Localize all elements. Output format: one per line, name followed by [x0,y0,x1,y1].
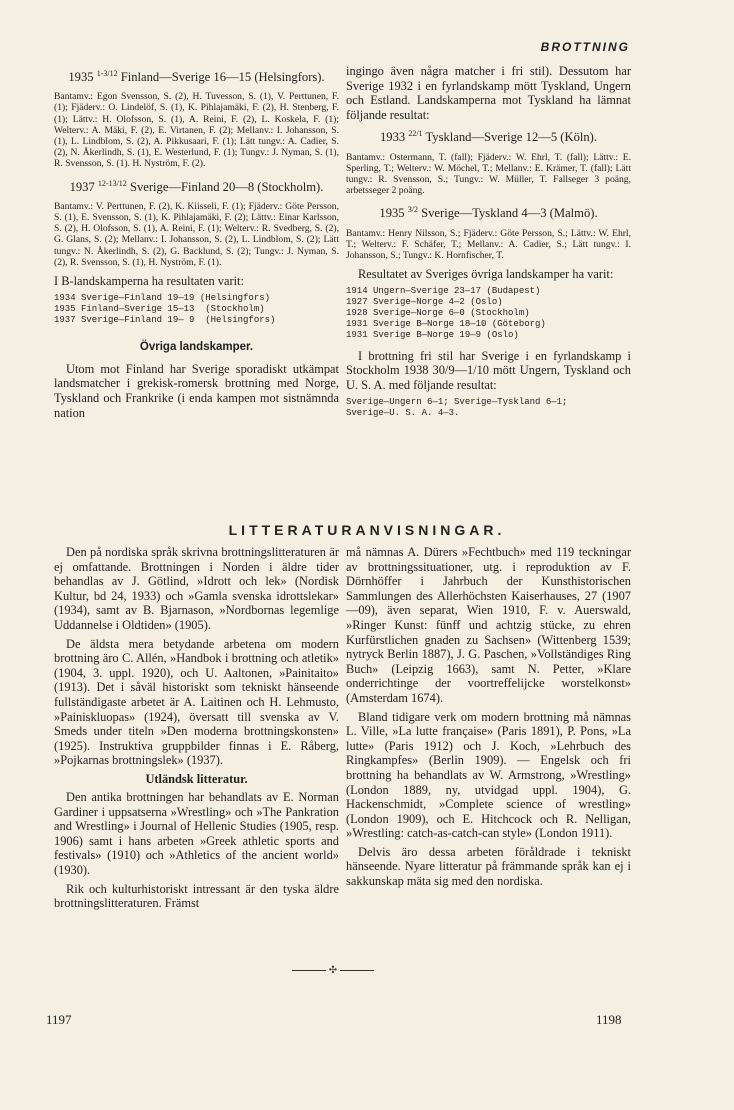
match-date: 1-3/12 [96,69,118,78]
literature-paragraph: Den antika brottningen har behandlats av E. Norman Gardiner i uppsatserna »Wrestling» och »The Pankration and Wrestling» i Journal of Hellenic Studies (1905, resp. 1906) samt i hans arbeten »Greek athletic sports and festivals» (1910) och »Athletics of the ancient world» (1930). [54,790,339,878]
match-heading-1935-finland-sverige [54,66,339,85]
match-heading-1933-tyskland-sverige [346,126,631,145]
page-number-right: 1198 [596,1012,622,1027]
literature-paragraph: Rik och kulturhistoriskt intressant är den tyska äldre brottningslitteraturen. Främst [54,881,339,911]
other-matches-results: 1914 Ungern—Sverige 23—17 (Budapest) 1927 Sverige—Norge 4—2 (Oslo) 1928 Sverige—Norge 6—0 (Stockholm) 1931 Sverige B—Norge 18—10 (Göteborg) 1931 Sverige B—Norge 19—9 (Oslo) [346,285,546,340]
ornament-icon: ✣ [328,965,338,976]
match-year: 1935 [379,206,408,221]
match-detail: Bantamv.: Henry Nilsson, S.; Fjäderv.: Göte Persson, S.; Lättv.: W. Ehrl, T.; Welterv.: F. Schäfer, T.; Mellanv.: A. Cadier, S.; Lätt tungv.: I. Johansson, S.; Tungv.: K. Hornfischer, T. [346,227,631,261]
free-style-text: I brottning fri stil har Sverige i en fyrlandskamp i Stockholm 1938 30/9—1/10 mött Ungern, Tyskland och U. S. A. med följande resultat: [346,348,631,392]
match-date: 22/1 [408,129,423,139]
germany-intro: ingingo även några matcher i fri stil). Dessutom har Sverige 1932 i en fyrlandskamp mött Tyskland, Ungern och Estland. Landskamperna mot Tyskland ha lämnat följande resultat: [346,64,631,122]
match-title: Sverige—Finland 20—8 (Stockholm). [126,179,324,194]
match-detail: Bantamv.: Ostermann, T. (fall); Fjäderv.: W. Ehrl, T. (fall); Lättv.: E. Sperling, T.; Welterv.: W. Möchel, T.; Mellanv.: E. Krämer, T. (fall); Lätt tungv.: R. Svensson, S.; Tungv.: W. Müller, T. Fallseger 3 poäng, arbetsseger 2 poäng. [346,151,631,197]
match-detail: Bantamv.: Egon Svensson, S. (2), H. Tuvesson, S. (1), V. Perttunen, F. (1); Fjäderv.: O. Lindelöf, S. (1), K. Pihlajamäki, F. (2), H. Stenberg, F. (1); Lättv.: H. Olofsson, S. (1), A. Reini, F. (2), L. Koskela, F. (1); Welterv.: A. Mäki, F. (2), E. Virtanen, F. (2); Mellanv.: I. Johansson, S. (1), L. Lindblom, S. (2), A. Pikkusaari, F. (1); Lätt tungv.: A. Cadier, S. (2), N. Åkerlindh, S. (1), E. Westerlund, F. (1); Tungv.: J. Nyman, S. (1), R. Svensson, S. (1). H. Nyström, F. (2). [54,91,339,170]
foreign-literature-heading: Utländsk litteratur. [145,771,248,786]
match-year: 1933 [379,130,409,145]
literature-paragraph: Delvis äro dessa arbeten föråldrade i tekniskt hänseende. Nyare litteratur på främmande språk kan ej i sakkunskap mäta sig med den nordiska. [346,844,631,889]
match-title: Finland—Sverige 16—15 (Helsingfors). [117,70,325,85]
match-date: 3/2 [407,205,418,215]
ornament-line [340,970,374,971]
match-year: 1937 [69,179,98,194]
right-top-column [346,64,631,427]
literature-paragraph: Bland tidigare verk om modern brottning må nämnas L. Ville, »La lutte française» (Paris 1891), P. Pons, »La lutte» (Paris 1912) och J. Koch, »Lehrbuch des Ringkampfes» (Berlin 1909). — Engelsk och fri brottning ha behandlats av W. Armstrong, »Wrestling» (London 1889, ny, utvidgad uppl. 1904), G. Hackenschmidt, »Complete science of wrestling» (London 1909), och E. Hitchcock och R. Nelligan, »Wrestling: catch-as-catch-can style» (London 1911). [346,709,631,841]
ornament-line [292,970,326,971]
match-heading-1937-sverige-finland [54,176,339,195]
left-top-column [54,64,339,424]
literature-paragraph: må nämnas A. Dürers »Fechtbuch» med 119 teckningar av brottningssituationer, utg. i reproduktion av F. Dörnhöffer i Jahrbuch der Kunsthistorischen Sammlungen des Allerhöchsten Kaiserhauses, 27 (1907—09), även separat, Wien 1910, F. v. Auerswald, »Ringer Kunst: fünff und achtzig stücke, zu ehren Kurfürstlichen gnaden zu Sachsen» (Wittenberg 1539; nytryck Berlin 1887), J. G. Paschen, »Vollständiges Ring Buch» (Leipzig 1663), samt N. Petter, »Klare onderrichtinge der voortreffelijcke worstelkonst» (Amsterdam 1674). [346,545,631,705]
match-title: Sverige—Tyskland 4—3 (Malmö). [417,206,598,221]
literature-paragraph: Den på nordiska språk skrivna brottningslitteraturen är ej omfattande. Brottningen i Norden i äldre tider behandlas av J. Götlind, »Idrott och lek» (Nordisk Kultur, bd 24, 1933) och »Gamla svenska idrottslekar» (1934), samt av B. Bjarnason, »Nordbornas legemlige Uddannelse i Oldtiden» (1905). [54,545,339,632]
match-title: Tyskland—Sverige 12—5 (Köln). [422,130,598,145]
match-date: 12-13/12 [97,178,127,188]
b-matches-intro: I B-landskamperna ha resultaten varit: [54,274,244,289]
match-detail: Bantamv.: V. Perttunen, F. (2), K. Kiisseli, F. (1); Fjäderv.: Göte Persson, S. (1), E. Svensson, S. (1), K. Pihlajamäki, F. (2); Lättv.: Einar Karlsson, S. (2), H. Olofsson, S. (1), A. Reini, F. (1); Welterv.: R. Svedberg, S. (2), G. Glans, S. (2); Mellanv.: I. Johansson, S. (2), L. Lindblom, S. (2); Lätt tungv.: N. Åkerlindh, S. (2), G. Backlund, S. (2); Tungv.: J. Nyman, S. (2), R. Svensson, S. (1), H. Nyström, F. (1). [54,200,339,268]
free-style-results: Sverige—Ungern 6—1; Sverige—Tyskland 6—1; Sverige—U. S. A. 4—3. [346,396,568,418]
ovriga-heading: Övriga landskamper. [139,340,254,353]
left-bottom-column [54,545,339,915]
ovriga-text: Utom mot Finland har Sverige sporadiskt utkämpat landsmatcher i grekisk-romersk brottning med Norge, Tyskland och Frankrike (i enda kampen mot sistnämnda nation [54,361,339,420]
match-year: 1935 [68,70,97,85]
section-title: LITTERATURANVISNINGAR. [228,522,506,538]
b-matches-results: 1934 Sverige—Finland 19—19 (Helsingfors) 1935 Finland—Sverige 15—13 (Stockholm) 1937 Sverige—Finland 19— 9 (Helsingfors) [54,292,276,325]
right-bottom-column [346,545,631,893]
ornament-divider [287,965,379,976]
running-head: BROTTNING [540,40,630,54]
other-matches-intro: Resultatet av Sveriges övriga landskamper ha varit: [358,267,614,282]
match-heading-1935-sverige-tyskland [346,202,631,221]
literature-paragraph: De äldsta mera betydande arbetena om modern brottning äro C. Allén, »Handbok i brottning och atletik» (1904, 3. uppl. 1920), och U. Aaltonen, »Painitaito» (1913). Det i såväl historiskt som tekniskt hänseende fullständigaste arbetet är A. Laitinen och H. Lehmusto, »Painiskluopas» (1924), översatt till svenska av V. Smeds under titeln »Den moderna brottningskonsten» (1925). Instruktiva gruppbilder finnas i E. Råberg, »Pojkarnas brottningslek» (1937). [54,636,339,768]
page-number-left: 1197 [46,1012,72,1027]
